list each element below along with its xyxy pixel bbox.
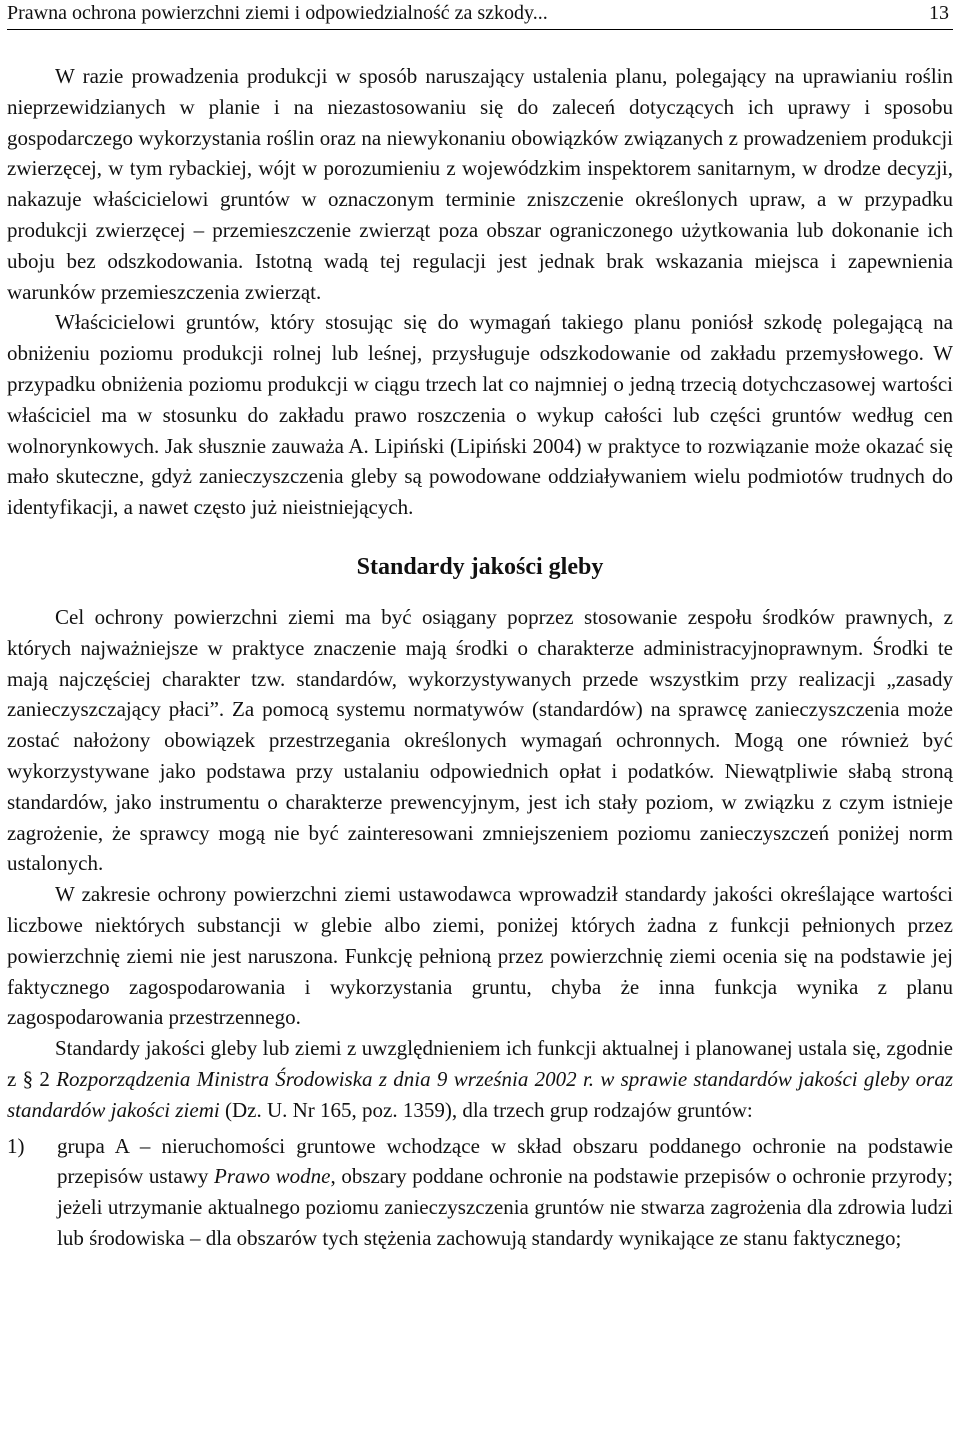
page-number: 13	[929, 2, 949, 24]
paragraph-compensation: Właścicielowi gruntów, który stosując się do wymagań takiego planu poniósł szkodę polegającą na obniżeniu poziomu produkcji rolnej lub leśnej, przysługuje odszkodowanie od zakładu przemysłowego. W przypadku obniżenia poziomu produkcji w ciągu trzech lat co najmniej o jedną trzecią dotychczasowej wartości właściciel ma w stosunku do zakładu prawo roszczenia o wykup całości lub części gruntów według cen wolnorynkowych. Jak słusznie zauważa A. Lipiński (Lipiński 2004) w praktyce to rozwiązanie może okazać się mało skuteczne, gdyż zanieczyszczenia gleby są powodowane oddziaływaniem wielu podmiotów trudnych do identyfikacji, a nawet często już nieistniejących.	[7, 310, 953, 520]
regulation-text-start: Standardy jakości gleby lub ziemi z uwzględnieniem ich funkcji aktualnej i planowanej ustala się, zgodnie z § 2	[7, 1036, 953, 1091]
list-item	[7, 1131, 953, 1254]
paragraph-production-violation: W razie prowadzenia produkcji w sposób naruszający ustalenia planu, polegający na uprawianiu roślin nieprzewidzianych w planie i na niezastosowaniu się do zaleceń dotyczących ich uprawy i sposobu gospodarczego wykorzystania roślin oraz na niewykonaniu obowiązków związanych z prowadzeniem produkcji zwierzęcej, w tym rybackiej, wójt w porozumieniu z wojewódzkim inspektorem sanitarnym, w drodze decyzji, nakazuje właścicielowi gruntów w oznaczonym terminie zniszczenie określonych upraw, a w przypadku produkcji zwierzęcej – przemieszczenie zwierząt poza obszar ograniczonego użytkowania lub dokonanie ich uboju bez odszkodowania. Istotną wadą tej regulacji jest jednak brak wskazania miejsca i zapewnienia warunków przemieszczenia zwierząt.	[7, 64, 953, 304]
list-item-marker: 1)	[7, 1133, 25, 1158]
act-title: Prawo wodne	[214, 1164, 331, 1189]
paragraph-regulation-reference	[7, 1033, 953, 1125]
body-text	[7, 61, 953, 1254]
section-heading: Standardy jakości gleby	[356, 553, 604, 580]
list-item-text	[57, 1131, 953, 1254]
list-item-text-end: , obszary poddane ochronie na podstawie przepisów o ochronie przyrody; jeżeli utrzymanie aktualnego poziomu zanieczyszczenia gruntów nie stwarza zagrożenia dla zdrowia ludzi lub środowiska – dla obszarów tych stężenia zachowują standardy wynikające ze stanu faktycznego;	[57, 1164, 953, 1250]
regulation-text-end: (Dz. U. Nr 165, poz. 1359), dla trzech grup rodzajów gruntów:	[219, 1097, 753, 1122]
land-groups-list	[7, 1131, 953, 1254]
paragraph-protection-goal: Cel ochrony powierzchni ziemi ma być osiągany poprzez stosowanie zespołu środków prawnych, z których najważniejsze w praktyce znaczenie mają środki o charakterze administracyjnoprawnym. Środki te mają najczęściej charakter tzw. standardów, wykorzystywanych przede wszystkim przy realizacji „zasady zanieczyszczający płaci”. Za pomocą systemu normatywów (standardów) na sprawcę zanieczyszczenia może zostać nałożony obowiązek przestrzegania określonych wymagań ochronnych. Mogą one również być wykorzystywane jako podstawa przy ustalaniu odpowiednich opłat i podatków. Niewątpliwie słabą stroną standardów, jako instrumentu o charakterze prewencyjnym, jest ich stały poziom, w związku z czym istnieje zagrożenie, że sprawcy mogą nie być zainteresowani zmniejszeniem poziomu zanieczyszczeń poniżej norm ustalonych.	[7, 604, 953, 876]
paragraph-quality-standards: W zakresie ochrony powierzchni ziemi ustawodawca wprowadził standardy jakości określające wartości liczbowe niektórych substancji w glebie albo ziemi, poniżej których żadna z funkcji pełnionych przez powierzchnię ziemi nie jest naruszona. Funkcję pełnioną przez powierzchnię ziemi ocenia się na podstawie jej faktycznego zagospodarowania i wykorzystania gruntu, chyba że inna funkcja wynika z planu zagospodarowania przestrzennego.	[7, 882, 953, 1030]
list-item-text-start: grupa A – nieruchomości gruntowe wchodzące w skład obszaru poddanego ochronie na podstawie przepisów ustawy	[57, 1133, 953, 1189]
regulation-title: Rozporządzenia Ministra Środowiska z dnia 9 września 2002 r. w sprawie standardów jakości gleby oraz standardów jakości ziemi	[7, 1066, 954, 1122]
running-header	[7, 0, 953, 30]
running-title: Prawna ochrona powierzchni ziemi i odpowiedzialność za szkody...	[7, 2, 548, 24]
